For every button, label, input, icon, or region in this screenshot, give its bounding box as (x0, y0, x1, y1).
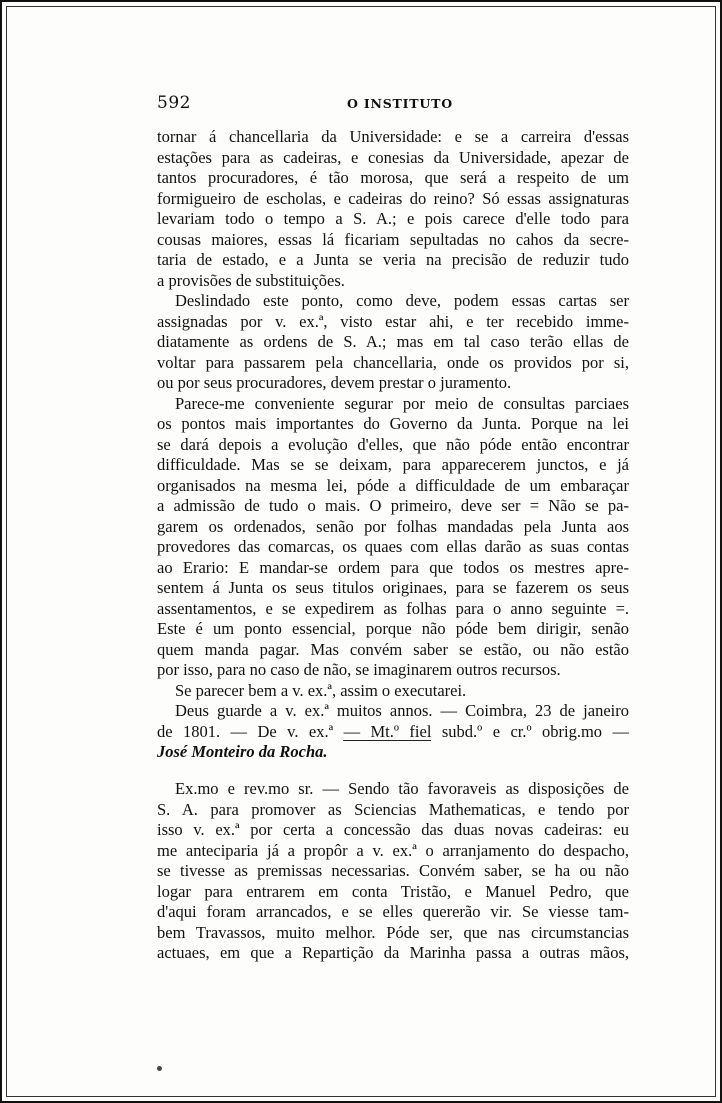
text-line: diatamente as ordens de S. A.; mas em tal caso terão ellas de (157, 332, 629, 351)
text-line: a provisões de substituições. (157, 270, 345, 290)
text-line: de 1801. — De v. ex.ª — Mt.º fiel subd.º e cr.º obrig.mo — (157, 721, 629, 741)
letter-2 (157, 779, 629, 964)
signature-name: José Monteiro da Rocha. (157, 742, 328, 761)
text-line: ou por seus procuradores, devem prestar o juramento. (157, 373, 512, 392)
text-line: a admissão de tudo o mais. O primeiro, deve ser = Não se pa- (157, 496, 629, 515)
text-line: S. A. para promover as Sciencias Mathematicas, e tendo por (157, 799, 629, 819)
text-line: Se parecer bem a v. ex.ª, assim o executarei. (175, 680, 467, 700)
text-line: organisados na mesma lei, póde a difficuldade de um embaraçar (157, 475, 629, 495)
text-line: Este é um ponto essencial, porque não póde bem dirigir, senão (157, 619, 629, 638)
text-line: logar para entrarem em conta Tristão, e Manuel Pedro, que (157, 881, 629, 901)
text-line: Deslindado este ponto, como deve, podem essas cartas ser (175, 291, 629, 310)
text-line: actuaes, em que a Repartição da Marinha passa a outras mãos, (157, 943, 629, 962)
section-separator (343, 740, 431, 741)
text-line: voltar para passarem pela chancellaria, onde os providos por si, (157, 352, 629, 372)
text-line: Parece-me conveniente segurar por meio de consultas parciaes (175, 393, 629, 413)
text-line: tantos procuradores, é tão morosa, que será a respeito de um (157, 168, 629, 187)
signature (157, 742, 629, 763)
text-line: formigueiro de escholas, e cadeiras do reino? Só essas assignaturas (157, 188, 629, 208)
text-line: me anteciparia já a propôr a v. ex.ª o arranjamento do despacho, (157, 840, 629, 860)
text-line: bem Travassos, muito melhor. Póde ser, que nas circumstancias (157, 922, 629, 942)
text-line: Ex.mo e rev.mo sr. — Sendo tão favoraveis as disposições de (175, 779, 629, 798)
ink-smudge (157, 1066, 162, 1071)
text-line: cousas maiores, essas lá ficariam sepultadas no cahos da secre- (157, 229, 629, 249)
text-line: tornar á chancellaria da Universidade: e se a carreira d'essas (157, 127, 629, 146)
page-number: 592 (157, 93, 191, 113)
text-line: por isso, para no caso de não, se imaginarem outros recursos. (157, 660, 561, 679)
text-line: assignadas por v. ex.ª, visto estar ahi, e ter recebido imme- (157, 311, 629, 331)
text-line: d'aqui foram arrancados, e se elles quererão vir. Se viesse tam- (157, 902, 629, 921)
text-line: se dará depois a evolução d'elles, que não póde então encontrar (157, 434, 629, 454)
text-line: difficuldade. Mas se se deixam, para apparecerem junctos, e já (157, 455, 629, 474)
text-line: se tivesse as premissas necessarias. Convém saber, se ha ou não (157, 861, 629, 880)
text-line: quem manda pagar. Mas convém saber se estão, ou não estão (157, 639, 629, 659)
text-line: sentem á Junta os seus titulos originaes, para se fazerem os seus (157, 578, 629, 597)
text-line: Deus guarde a v. ex.ª muitos annos. — Coimbra, 23 de janeiro (175, 701, 629, 720)
text-line: assentamentos, e se expedirem as folhas para o anno seguinte =. (157, 598, 629, 618)
text-line: ao Erario: E mandar-se ordem para que todos os mestres apre- (157, 557, 629, 577)
text-line: provedores das comarcas, os quaes com ellas darão as suas contas (157, 537, 629, 556)
text-line: estações para as cadeiras, e conesias da Universidade, apezar de (157, 147, 629, 167)
letter-1 (157, 127, 629, 763)
text-line: isso v. ex.ª por certa a concessão das duas novas cadeiras: eu (157, 820, 629, 839)
text-line: levariam todo o tempo a S. A.; e pois carece d'elle todo para (157, 209, 629, 228)
running-title: O INSTITUTO (347, 96, 453, 111)
text-line: taria de estado, e a Junta se veria na precisão de reduzir tudo (157, 250, 629, 269)
page-header (157, 93, 627, 117)
text-line: os pontos mais importantes do Governo da Junta. Porque na lei (157, 414, 629, 433)
text-line: garem os ordenados, senão por folhas mandadas pela Junta aos (157, 516, 629, 536)
